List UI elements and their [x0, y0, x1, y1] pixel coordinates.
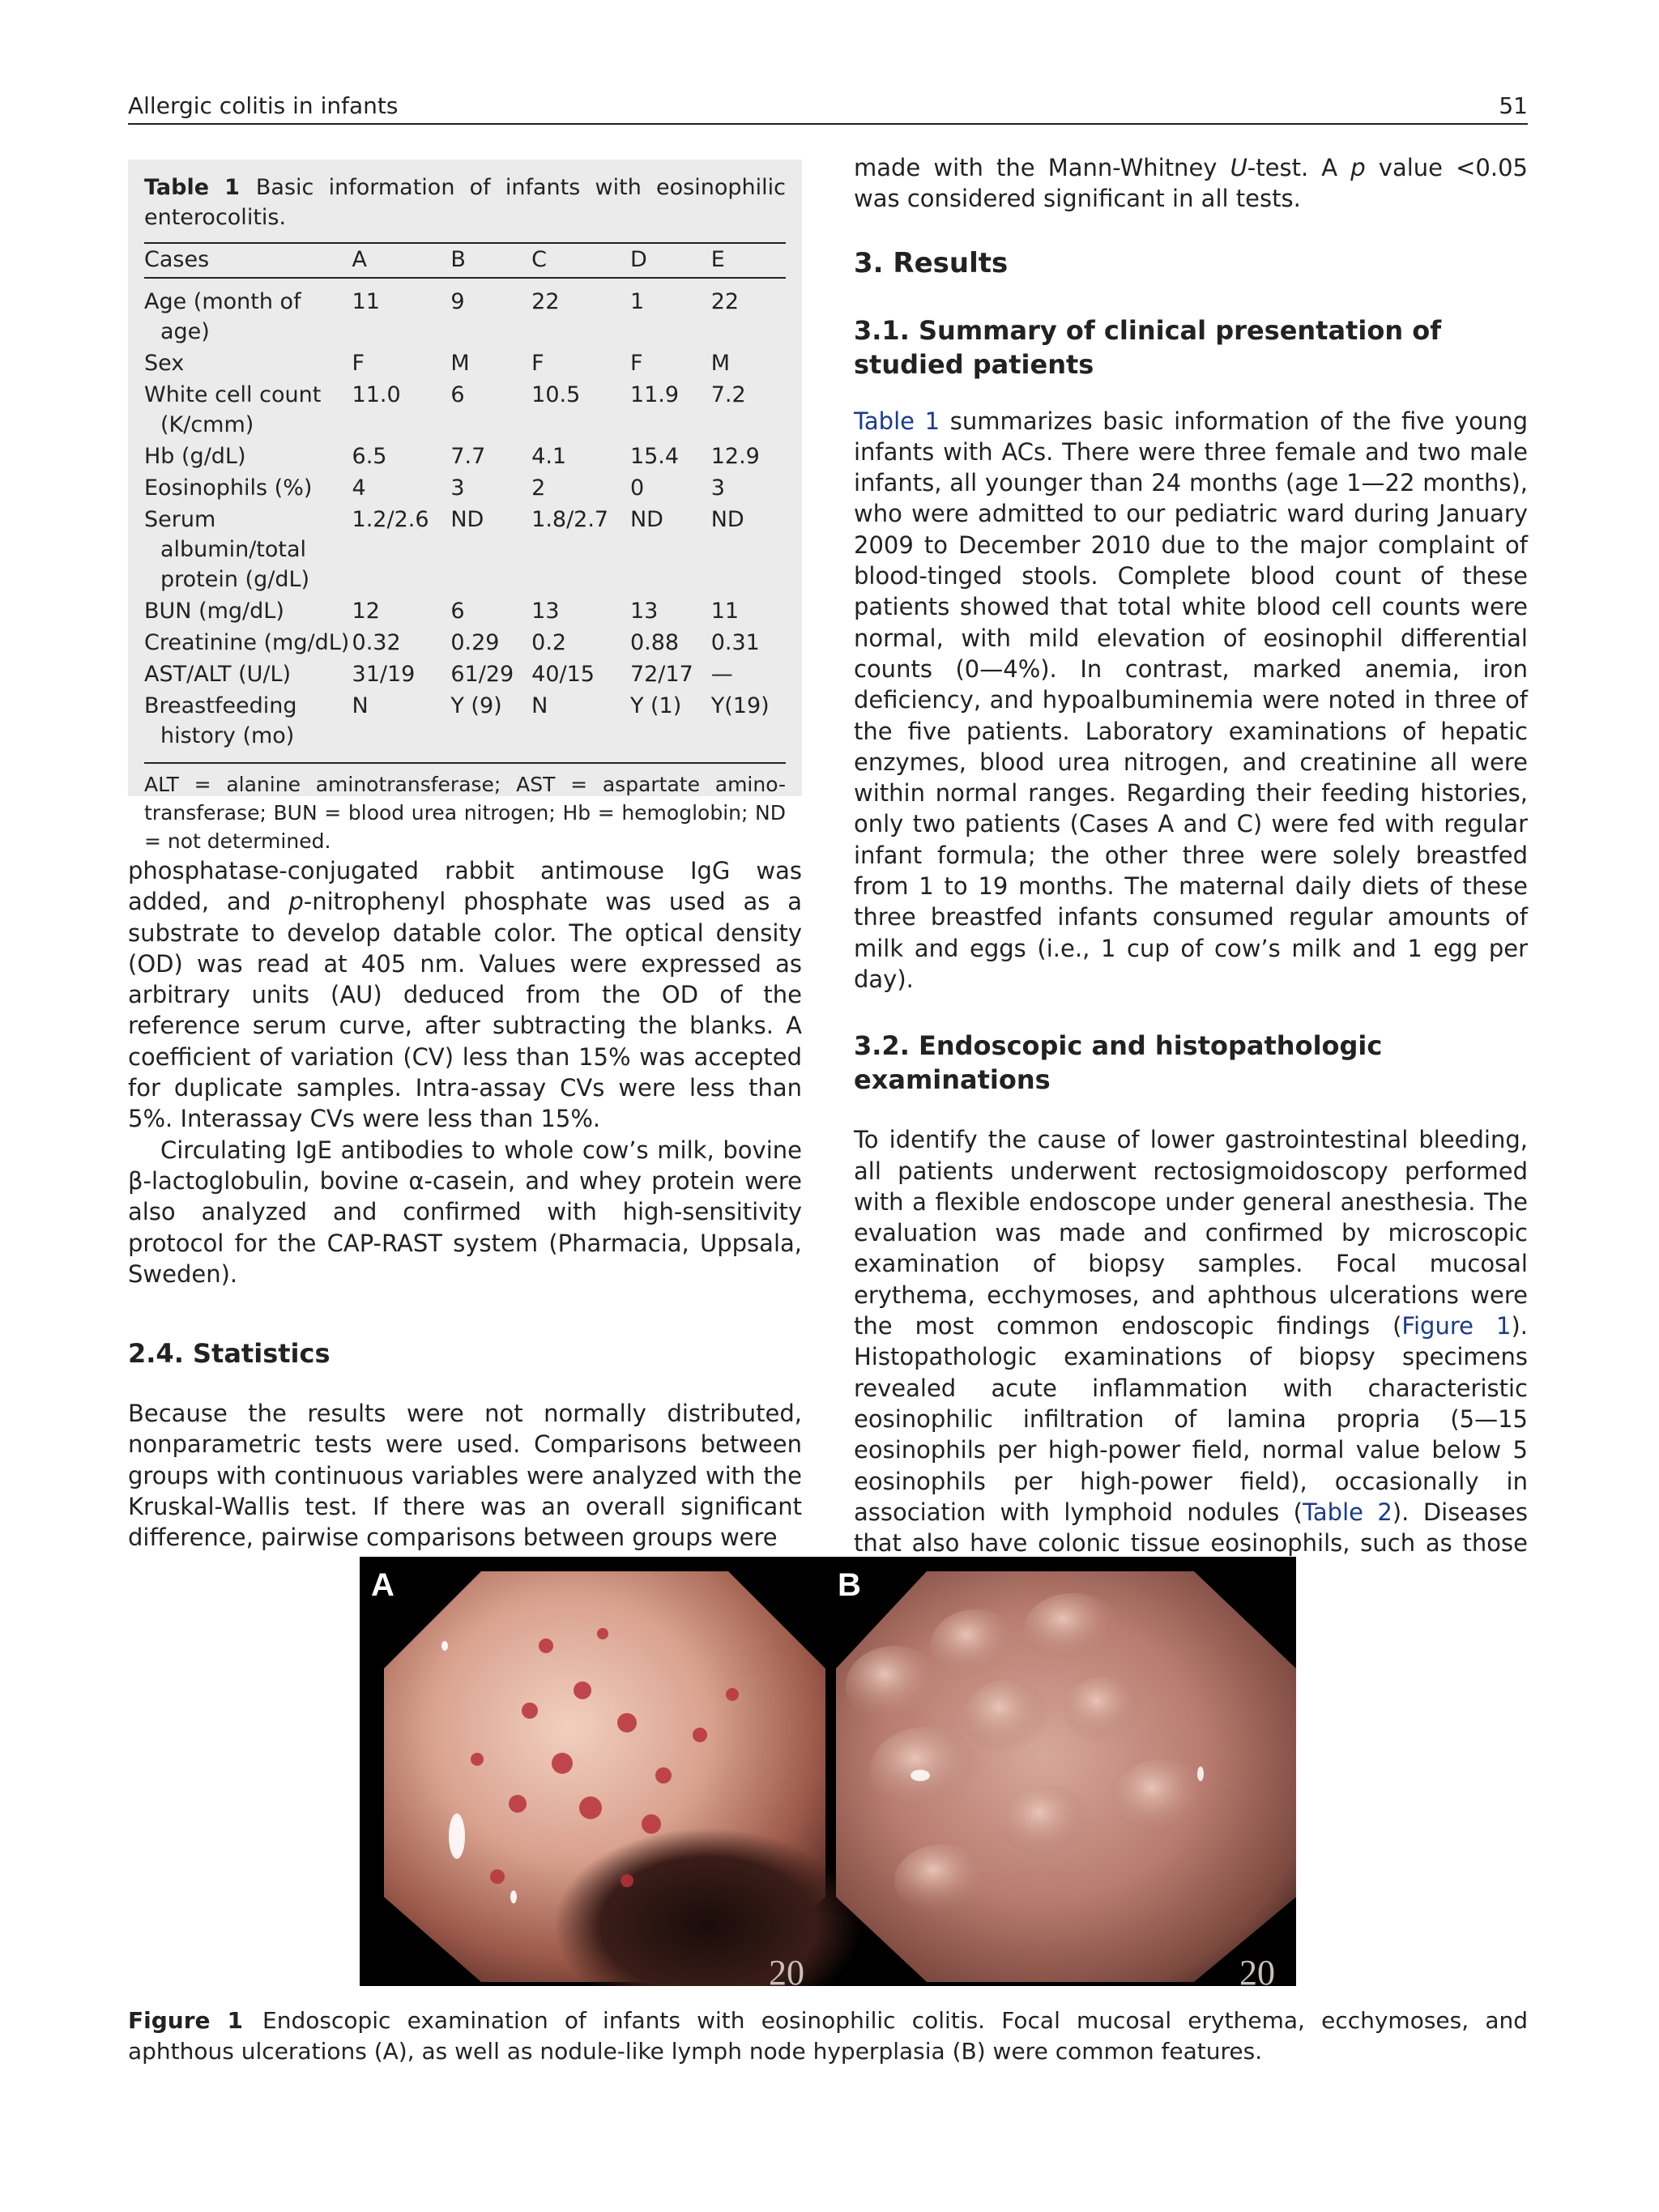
- table-cell: 12.9: [710, 444, 760, 469]
- row-label: [144, 504, 352, 595]
- table-cell: 1: [629, 289, 645, 314]
- figure-label: Figure 1: [128, 2007, 244, 2034]
- table-row: [144, 627, 786, 658]
- table-cell: 11: [710, 599, 740, 624]
- table-cell: 11: [352, 289, 380, 314]
- table-cell: 3: [710, 475, 725, 501]
- running-title: Allergic colitis in infants: [128, 92, 399, 119]
- column-header: B: [450, 243, 531, 278]
- table-row: [144, 278, 786, 347]
- column-header: E: [711, 243, 786, 278]
- row-label-text: Hb (g/dL): [144, 444, 246, 469]
- panel-a-label: A: [371, 1567, 394, 1603]
- table-2-link[interactable]: Table 2: [1302, 1498, 1392, 1526]
- table-label: Table 1: [144, 175, 240, 200]
- text-run: -nitrophenyl phosphate was used as a substrate to develop datable color. The optical density (OD) was read at 405 nm. Values were expressed as arbitrary units (AU) deduced from the OD of the reference serum curve, after subtracting the blanks. A coefficient of variation (CV) less than 15% was accepted for duplicate samples. Intra-assay CVs were less than 5%. Interassay CVs were less than 15%.: [128, 888, 802, 1133]
- text-run: ). Diseases that also have colonic tissue eosinophils, such as those: [854, 1498, 1528, 1558]
- row-label-text: AST/ALT (U/L): [144, 662, 292, 687]
- table-cell: ND: [710, 507, 744, 532]
- italic-text: p: [288, 888, 304, 916]
- row-label: [144, 347, 352, 379]
- figure-1-link[interactable]: Figure 1: [1401, 1312, 1512, 1340]
- table-cell: 0.32: [352, 630, 401, 655]
- table-cell: N: [531, 693, 548, 718]
- table-row: [144, 441, 786, 472]
- paragraph: [854, 1124, 1528, 1589]
- figure-caption-text: Endoscopic examination of infants with eosinophilic colitis. Focal mucosal erythema, ecchymoses, and aphthous ulcerations (A), as well as nodule-like lymph node hyperplasia (B) were common features.: [128, 2007, 1529, 2065]
- row-label-text: Age (month of age): [144, 289, 301, 344]
- table-row: [144, 658, 786, 690]
- panel-a-timestamp: 20: [769, 1953, 804, 1986]
- section-heading-3-1: 3.1. Summary of clinical presentation of studied patients: [854, 314, 1442, 380]
- column-header: C: [531, 243, 630, 278]
- row-label-text: White cell count (K/cmm): [144, 382, 322, 437]
- table-cell: —: [710, 662, 733, 687]
- paragraph: [854, 406, 1528, 995]
- table-cell: 13: [629, 599, 659, 624]
- table-cell: M: [450, 351, 470, 376]
- section-heading-results: 3. Results: [854, 246, 1009, 279]
- table-cell: 10.5: [531, 382, 581, 407]
- table-cell: ND: [629, 507, 663, 532]
- table-cell: 6: [450, 382, 465, 407]
- row-label: [144, 658, 352, 690]
- panel-b-label: B: [838, 1567, 861, 1603]
- figure-1-image: [360, 1557, 1296, 1986]
- panel-b-timestamp: 20: [1239, 1953, 1275, 1986]
- row-label: [144, 690, 352, 759]
- paragraph: [128, 855, 802, 1135]
- table-cell: ND: [450, 507, 484, 532]
- section-heading-3-2: 3.2. Endoscopic and histopathologic examinations: [854, 1030, 1383, 1096]
- text-run: phosphatase-conjugated rabbit antimouse IgG was added, and: [128, 857, 802, 916]
- row-label: [144, 595, 352, 627]
- table-cell: Y (9): [450, 693, 502, 718]
- table-cell: 61/29: [450, 662, 514, 687]
- table-caption-text: Basic information of infants with eosinophilic enterocolitis.: [144, 175, 786, 230]
- table-row: [144, 379, 786, 441]
- row-label: [144, 278, 352, 347]
- text-run: -test. A: [1247, 154, 1351, 181]
- row-label: [144, 472, 352, 504]
- table-cell: 11.0: [352, 382, 401, 407]
- table-cell: 40/15: [531, 662, 595, 687]
- table-caption: [144, 173, 786, 232]
- page-number: 51: [1499, 92, 1528, 119]
- table-cell: 11.9: [629, 382, 680, 407]
- table-1-link[interactable]: Table 1: [854, 407, 940, 435]
- text-run: ). Histopathologic examinations of biopsy specimens revealed acute inflammation with characteristic eosinophilic infiltration of lamina propria (5—15 eosinophils per high-power field, normal value below 5 eosinophils per high-power field), occasionally in association with lymphoid nodules (: [854, 1312, 1528, 1526]
- table-cell: Y(19): [710, 693, 770, 718]
- text-run: To identify the cause of lower gastrointestinal bleeding, all patients underwent rectosigmoidoscopy performed with a flexible endoscope under general anesthesia. The evaluation was made and confirmed by microscopic examination of biopsy samples. Focal mucosal erythema, ecchymoses, and aphthous ulcerations were the most common endoscopic findings (: [854, 1126, 1528, 1340]
- row-label-text: Creatinine (mg/dL): [144, 630, 350, 655]
- table-cell: 22: [531, 289, 560, 314]
- table-cell: 4.1: [531, 444, 567, 469]
- table-cell: 0.88: [629, 630, 680, 655]
- table-cell: 13: [531, 599, 560, 624]
- italic-text: U: [1230, 154, 1247, 181]
- table-cell: 7.2: [710, 382, 746, 407]
- row-label-text: BUN (mg/dL): [144, 599, 284, 624]
- table-cell: 22: [710, 289, 740, 314]
- table-cell: 4: [352, 475, 366, 501]
- data-table: [144, 242, 786, 759]
- table-cell: 6.5: [352, 444, 387, 469]
- table-header-row: [144, 243, 786, 278]
- column-header: A: [352, 243, 451, 278]
- table-cell: 0.29: [450, 630, 500, 655]
- endoscopy-photographs: [360, 1557, 1296, 1986]
- paragraph: Because the results were not normally distributed, nonparametric tests were used. Comparisons between groups with continuous variables were analyzed with the Kruskal-Wallis test. If there was an overall significant difference, pairwise comparisons between groups were: [128, 1400, 802, 1552]
- row-label-text: Eosinophils (%): [144, 475, 313, 501]
- table-cell: 0: [629, 475, 645, 501]
- row-label-text: Sex: [144, 351, 185, 376]
- table-body: [144, 278, 786, 759]
- table-cell: M: [710, 351, 731, 376]
- table-cell: 1.8/2.7: [531, 507, 609, 532]
- table-row: [144, 690, 786, 759]
- row-label: [144, 627, 352, 658]
- left-column: [128, 855, 802, 1554]
- table-cell: 31/19: [352, 662, 416, 687]
- table-cell: 3: [450, 475, 465, 501]
- row-label: [144, 441, 352, 472]
- table-cell: 1.2/2.6: [352, 507, 429, 532]
- paragraph: [854, 152, 1528, 215]
- text-run: made with the Mann-Whitney: [854, 154, 1230, 181]
- text-run: summarizes basic information of the five young infants with ACs. There were three female and two male infants, all younger than 24 months (age 1—22 months), who were admitted to our pediatric ward during January 2009 to December 2010 due to the major complaint of blood-tinged stools. Complete blood count of these patients showed that total white blood cell counts were normal, with mild elevation of eosinophil differential counts (0—4%). In contrast, marked anemia, iron deficiency, and hypoalbuminemia were noted in three of the five patients. Laboratory examinations of hepatic enzymes, blood urea nitrogen, and creatinine all were within normal ranges. Regarding their feeding histories, only two patients (Cases A and C) were fed with regular infant formula; the other three were solely breastfed from 1 to 19 months. The maternal daily diets of these three breastfed infants consumed regular amounts of milk and eggs (i.e., 1 cup of cow’s milk and 1 egg per day).: [854, 407, 1528, 993]
- table-cell: 0.2: [531, 630, 567, 655]
- table-cell: F: [629, 351, 643, 376]
- table-row: [144, 504, 786, 595]
- row-label-text: Breastfeeding history (mo): [144, 693, 297, 748]
- table-row: [144, 595, 786, 627]
- row-label: [144, 379, 352, 441]
- table-cell: 7.7: [450, 444, 486, 469]
- text-run: value <0.05 was considered significant in all tests.: [854, 154, 1528, 213]
- running-header: [128, 87, 1528, 125]
- table-cell: 15.4: [629, 444, 680, 469]
- table-footnote: ALT = alanine aminotransferase; AST = aspartate amino-transferase; BUN = blood urea nitrogen; Hb = hemoglobin; ND = not determined.: [144, 762, 786, 855]
- table-row: [144, 472, 786, 504]
- section-heading-statistics: 2.4. Statistics: [128, 1338, 331, 1370]
- table-1: [128, 160, 802, 853]
- table-cell: 0.31: [710, 630, 760, 655]
- row-label-text: Serum albumin/total protein (g/dL): [144, 507, 310, 592]
- table-cell: 12: [352, 599, 380, 624]
- column-header-cases: Cases: [144, 243, 352, 278]
- italic-text: p: [1350, 154, 1366, 181]
- table-cell: 6: [450, 599, 465, 624]
- table-cell: N: [352, 693, 369, 718]
- table-cell: F: [531, 351, 544, 376]
- right-column: [854, 152, 1528, 1590]
- table-cell: 9: [450, 289, 465, 314]
- paragraph: Circulating IgE antibodies to whole cow’s milk, bovine β-lactoglobulin, bovine α-casein, and whey protein were also analyzed and confirmed with high-sensitivity protocol for the CAP-RAST system (Pharmacia, Uppsala, Sweden).: [128, 1136, 802, 1288]
- column-header: D: [630, 243, 711, 278]
- table-cell: F: [352, 351, 365, 376]
- table-cell: 2: [531, 475, 546, 501]
- figure-1-caption: [128, 2005, 1528, 2067]
- table-row: [144, 347, 786, 379]
- table-cell: Y (1): [629, 693, 682, 718]
- table-cell: 72/17: [629, 662, 693, 687]
